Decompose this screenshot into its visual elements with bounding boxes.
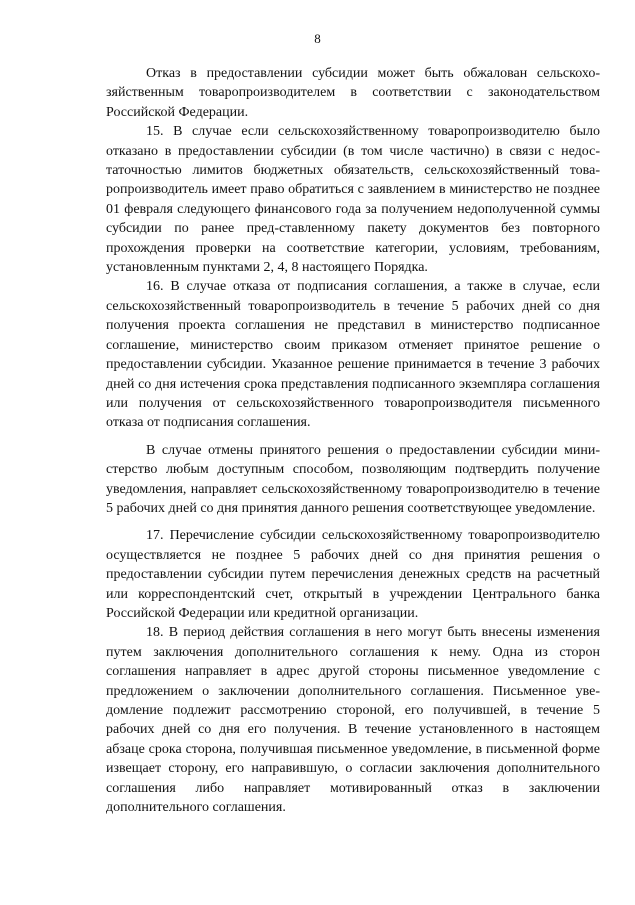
paragraph-item-18: 18. В период действия соглашения в него могут быть внесены изменения путем заключения дополнительного соглашения к нему. Одна из сторон соглашения направляет в адрес другой стороны письменное уведомление с предложением о заключении дополнительного соглашения. Письменное уведомление подлежит рассмотрению стороной, его получившей, в течение 5 рабочих дней со дня его получения. В течение установленного в настоящем абзаце срока сторона, получившая письменное уведомление, в письменной форме извещает сторону, его направившую, о согласии заключения дополнительного соглашения либо направляет мотивированный отказ в заключении дополнительного соглашения. [106, 625, 600, 816]
document-body [106, 64, 600, 817]
paragraph-cancellation-notice: В случае отмены принятого решения о предоставлении субсидии министерство любым доступным способом, позволяющим подтвердить получение уведомления, направляет сельскохозяйственному товаропроизводителю в течение 5 рабочих дней со дня принятия данного решения соответствующее уведомление. [106, 442, 600, 516]
page-number: 8 [314, 31, 321, 46]
paragraph-item-15: 15. В случае если сельскохозяйственному товаропроизводителю было отказано в предоставлении субсидии (в том числе частично) в связи с недостаточностью лимитов бюджетных обязательств, сельскохозяйственный товаропроизводитель имеет право обратиться с заявлением в министерство не позднее 01 февраля следующего финансового года за получением недополученной суммы субсидии по ранее пред-ставленному пакету документов без повторного прохождения проверки на соответствие категории, условиям, требованиям, установленным пунктами 2, 4, 8 настоящего Порядка. [106, 124, 600, 276]
paragraph-appeal-refusal: Отказ в предоставлении субсидии может быть обжалован сельскохозяйственным товаропроизводителем в соответствии с законодательством Российской Федерации. [106, 66, 600, 120]
paragraph-item-17: 17. Перечисление субсидии сельскохозяйственному товаропроизводителю осуществляется не позднее 5 рабочих дней со дня принятия решения о предоставлении субсидии путем перечисления денежных средств на расчетный или корреспондентский счет, открытый в учреждении Центрального банка Российской Федерации или кредитной организации. [106, 528, 600, 621]
paragraph-item-16: 16. В случае отказа от подписания соглашения, а также в случае, если сельскохозяйственный товаропроизводитель в течение 5 рабочих дней со дня получения проекта соглашения не представил в министерство подписанное соглашение, министерство своим приказом отменяет принятое решение о предоставлении субсидии. Указанное решение принимается в течение 3 рабочих дней со дня истечения срока представления подписанного экземпляра соглашения или получения от сельскохозяйственного товаропроизводителя письменного отказа от подписания соглашения. [106, 279, 600, 431]
